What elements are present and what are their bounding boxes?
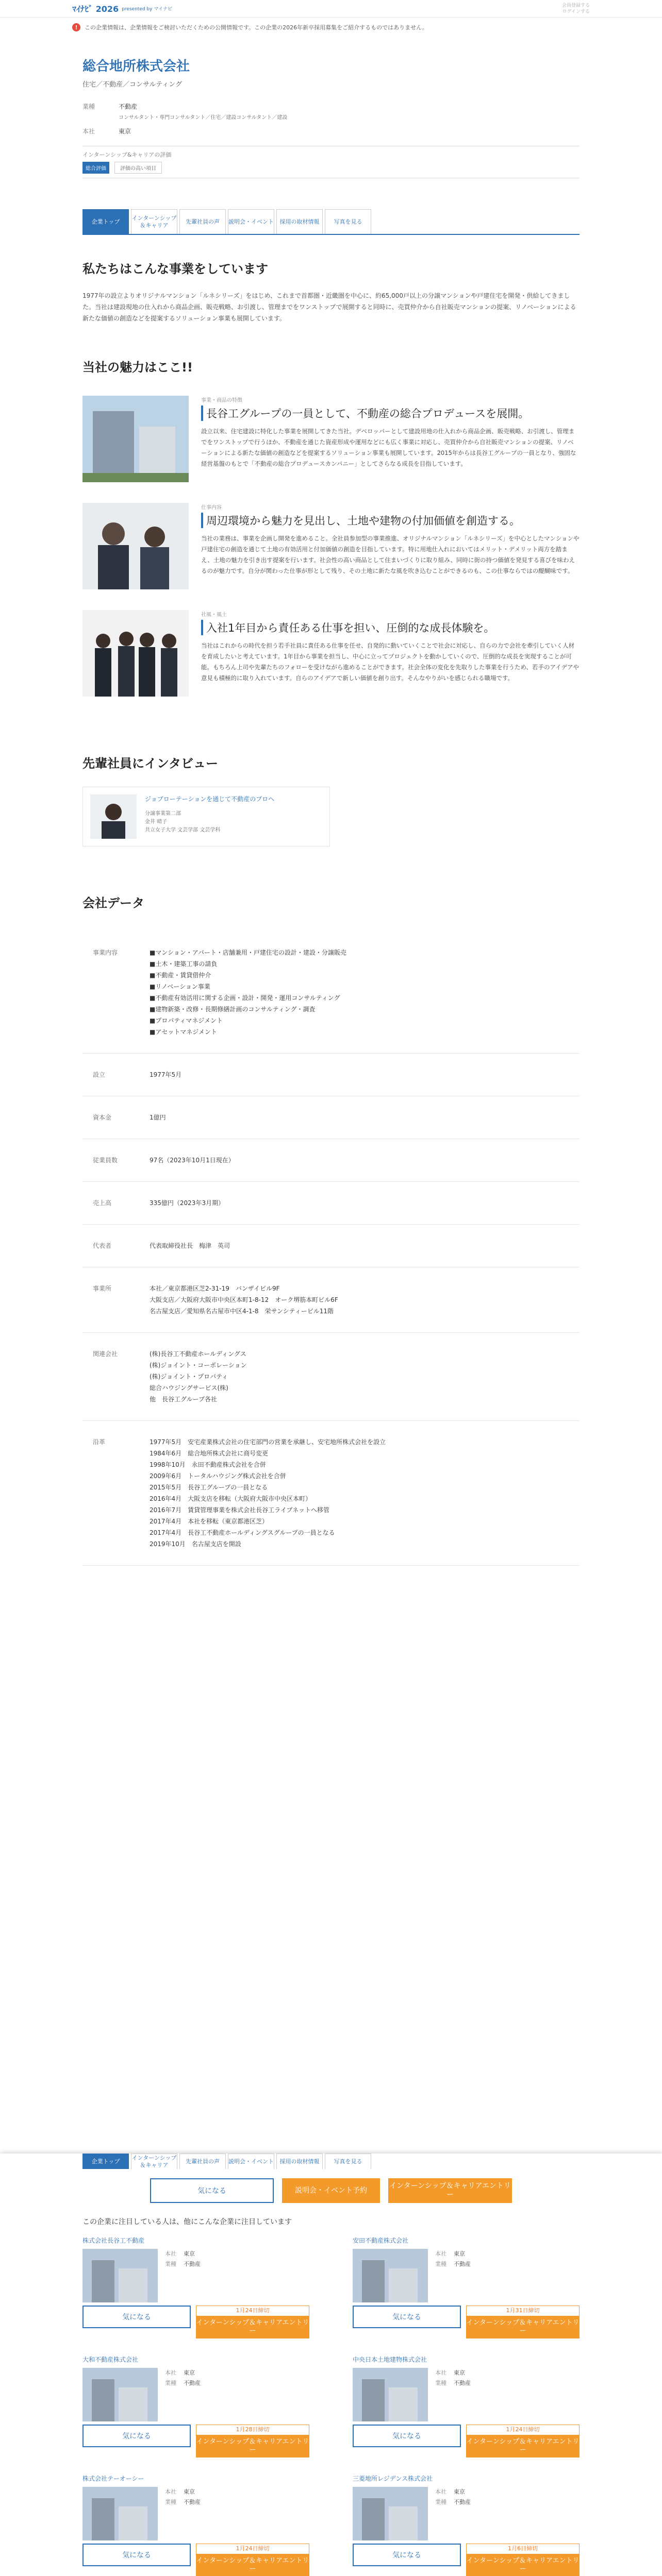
charm-category: 事業・商品の特徴 [201,398,242,403]
card-company-name[interactable]: 大和不動産株式会社 [82,2356,139,2363]
row-key: 沿革 [93,1438,106,1446]
card-ind-label: 業種 [165,2261,176,2267]
hq-label: 本社 [82,128,95,135]
row-value: 1977年5月 [150,1071,182,1078]
row-key: 代表者 [93,1242,112,1249]
charm-text: 当社はこれからの時代を担う若手社員に責任ある仕事を任せ、自発的に動いていくことで社会に対応し、自らの力で会社を牽引していく人材を育成したいと考えています。1年目から事業を担当し、中心に立ってプロジェクトを動かしていくので、圧倒的な成長を実現することが可能。もちろん上司や先輩たちのフォローを受けながら進めることができます。社会全体の変化を先取りした事業を行うため、若手のアイデアや意見も積極的に取り入れています。自らのアイデアで新しい価値を創り出す。そんなやりがいを感じられる職場です。 [201,642,580,682]
card-hq-label: 本社 [165,2369,176,2376]
card-ind: 不動産 [184,2261,201,2267]
recommend-title: この企業に注目している人は、他にこんな企業に注目しています [82,2218,292,2226]
top-links [562,3,590,15]
row-value: 335億円（2023年3月期） [150,1199,225,1207]
row-key: 関連会社 [93,1350,118,1358]
interview-title[interactable]: ジョブローテーションを通じて不動産のプロへ [145,795,275,803]
charm-title: 入社1年目から責任ある仕事を担い、圧倒的な成長体験を。 [201,620,580,635]
tab-internship[interactable]: インターンシップ＆キャリア [131,2154,177,2168]
tab-photos[interactable]: 写真を見る [325,2154,371,2169]
card-hq: 東京 [454,2250,465,2257]
staff-photo [82,610,189,697]
card-company-name[interactable]: 中央日本土地建物株式会社 [353,2356,427,2363]
card-entry-button[interactable]: インターンシップ＆キャリアエントリー [196,2316,309,2338]
evaluation-box [82,146,580,178]
tab-top[interactable]: 企業トップ [82,2154,129,2169]
card-ind-label: 業種 [165,2380,176,2386]
register-link[interactable]: 会員登録する [561,3,590,8]
eval-badge: 総合評価 [82,162,109,174]
company-photo [82,2368,158,2421]
charm-category: 社風・風土 [201,612,227,618]
row-key: 事業所 [93,1285,112,1292]
card-deadline: 1月24日締切 [196,2544,309,2554]
tab-photos[interactable]: 写真を見る [325,209,371,234]
recommend-card [82,2355,309,2458]
table-row [82,1054,580,1096]
card-like-button[interactable]: 気になる [353,2425,461,2447]
logo-sub: presented by マイナビ [122,7,173,12]
row-value: 本社／東京都港区芝2-31-19 バンザイビル9F 大阪支店／大阪府大阪市中央区本町1-8-12 オーク堺筋本町ビル6F 名古屋支店／愛知県名古屋市中区4-1-8 栄サンシティービル11階 [150,1285,338,1315]
mynavi-logo[interactable] [72,3,172,14]
recommend-card [82,2236,309,2338]
card-like-button[interactable]: 気になる [82,2306,191,2328]
card-ind: 不動産 [454,2380,471,2386]
corp-data-heading: 会社データ [82,896,144,910]
tab-events[interactable]: 説明会・イベント [228,2154,274,2169]
company-photo [82,2487,158,2540]
top-bar [0,0,662,18]
card-hq-label: 本社 [435,2369,446,2376]
event-reserve-button[interactable]: 説明会・イベント予約 [282,2178,380,2203]
card-deadline: 1月6日締切 [466,2544,580,2554]
tab-internship[interactable]: インターンシップ＆キャリア [131,209,177,234]
company-info [82,99,580,139]
charm-title: 周辺環境から魅力を見出し、土地や建物の付加価値を創造する。 [201,513,580,528]
tab-top[interactable]: 企業トップ [82,209,129,234]
table-row [82,1139,580,1182]
company-photo [353,2487,428,2540]
card-entry-button[interactable]: インターンシップ＆キャリアエントリー [196,2554,309,2576]
table-row [82,1267,580,1333]
card-like-button[interactable]: 気になる [353,2544,461,2566]
card-entry-button[interactable]: インターンシップ＆キャリアエントリー [466,2554,580,2576]
meeting-photo [82,503,189,589]
table-row [82,1182,580,1225]
card-ind-label: 業種 [435,2499,446,2505]
card-like-button[interactable]: 気になる [82,2425,191,2447]
charm-category: 仕事内容 [201,505,222,511]
row-value: (株)長谷工不動産ホールディングス (株)ジョイント・コーポレーション (株)ジョイント・プロパティ 総合ハウジングサービス(株) 他 長谷工グループ各社 [150,1350,247,1403]
interview-card[interactable] [82,787,330,846]
notice-text: この企業情報は、企業情報をご検討いただくための公開情報です。この企業の2026年新卒採用募集をご紹介するものではありません。 [85,24,428,31]
tab-voices[interactable]: 先輩社員の声 [179,2154,226,2169]
card-entry-button[interactable]: インターンシップ＆キャリアエントリー [466,2316,580,2338]
recommend-card [353,2474,580,2576]
company-tags: 住宅／不動産／コンサルティング [82,81,183,89]
card-entry-button[interactable]: インターンシップ＆キャリアエントリー [466,2435,580,2458]
card-hq: 東京 [454,2488,465,2495]
card-ind-label: 業種 [165,2499,176,2505]
card-ind-label: 業種 [435,2380,446,2386]
row-value: 代表取締役社長 梅津 英司 [150,1242,230,1249]
card-deadline: 1月24日締切 [196,2306,309,2316]
company-name: 総合地所株式会社 [82,59,190,74]
recommend-card [353,2236,580,2338]
row-value: 97名（2023年10月1日現在） [150,1157,235,1164]
sticky-footer-panel [0,2154,662,2576]
industry-sub: コンサルタント・専門コンサルタント／住宅／建設コンサルタント／建設 [119,115,288,121]
row-key: 設立 [93,1071,106,1078]
card-hq: 東京 [184,2488,195,2495]
interview-heading: 先輩社員にインタビュー [82,756,219,771]
interview-dept: 分譲事業第二部 [145,811,181,817]
charm-text: 設立以来、住宅建設に特化した事業を展開してきた当社。デベロッパーとして建設用地の仕入れから商品企画、販売戦略、お引渡し、管理までをワンストップで行うほか、不動産を通じた資産形成や運用などにも広く事業に対応し、売買仲介から自社販売マンションの提案、リノベーションによる新たな価値の創造などを提案するソリューション事業も展開しています。2015年からは長谷工グループの一員となり、強固な経営基盤のもとで「不動産の総合プロデュースカンパニー」としてさらなる成長を目指しています。 [201,428,576,467]
card-ind-label: 業種 [435,2261,446,2267]
card-company-name[interactable]: 株式会社テーオーシー [82,2475,144,2482]
table-row [82,1225,580,1267]
tab-recruit-info[interactable]: 採用の取材情報 [276,209,323,234]
charm-text: 当社の業務は、事業を企画し開発を進めること。全社員参加型の事業推進、オリジナルマンション「ルネシリーズ」を中心としたマンションや戸建住宅の創造を通じて土地の有効活用と付加価値の創造を目指しています。特に用地仕入れにおいてはメリット・デメリット両方を踏まえ、土地の魅力を引き出す提案を行います。社会性の高い商品として住まいづくりに取り組み、同時に街の持つ価値を発見する喜びを味わえるのが魅力です。自分が関わった仕事が形として残り、その土地に新たな風を吹き込むことができるのも、この仕事ならではの醍醐味です。 [201,535,580,574]
sticky-tabs [82,2154,580,2169]
logo-main: ﾏｲﾅﾋﾞ 2026 [72,4,119,14]
card-hq-label: 本社 [435,2250,446,2257]
tab-voices[interactable]: 先輩社員の声 [179,209,226,234]
employee-photo [90,794,137,839]
card-deadline: 1月28日締切 [196,2425,309,2435]
industry-main: 不動産 [119,103,138,110]
row-key: 従業員数 [93,1157,118,1164]
card-deadline: 1月31日締切 [466,2306,580,2316]
card-ind: 不動産 [184,2380,201,2386]
card-hq-label: 本社 [165,2488,176,2495]
charm-item [82,610,580,697]
tab-recruit-info[interactable]: 採用の取材情報 [276,2154,323,2169]
eval-title: インターンシップ&キャリアの評価 [82,151,172,158]
main-content [82,56,580,1566]
row-key: 資本金 [93,1114,112,1121]
card-ind: 不動産 [184,2499,201,2505]
card-deadline: 1月24日締切 [466,2425,580,2435]
like-button[interactable]: 気になる [150,2178,274,2203]
card-ind: 不動産 [454,2261,471,2267]
company-photo [82,2249,158,2302]
company-photo [353,2368,428,2421]
tab-events[interactable]: 説明会・イベント [228,209,274,234]
recommend-cards [82,2236,580,2576]
row-value: 1億円 [150,1114,166,1121]
industry-label: 業種 [82,103,95,110]
card-company-name[interactable]: 株式会社長谷工不動産 [82,2237,145,2244]
hq-row [82,124,580,139]
interview-name: 金井 晴子 [145,819,168,825]
card-company-name[interactable]: 安田不動産株式会社 [353,2237,409,2244]
recommend-card [82,2474,309,2576]
row-value: 1977年5月 安宅産業株式会社の住宅部門の営業を承継し、安宅地所株式会社を設立 1984年6月 総合地所株式会社に商号変更 1998年10月 永田不動産株式会社を合併 2009年6月 トータルハウジング株式会社を合併 2015年5月 長谷工グループの一員となる 2016年4月 大阪支店を移転（大阪府大阪市中央区本町） 2016年7月 賃貸管理事業を株式会社長谷工ライブネットへ移管 2017年4月 本社を移転（東京都港区芝） 2017年4月 長谷工不動産ホールディングスグループの一員となる 2019年10月 名古屋支店を開設 [150,1438,386,1548]
entry-button[interactable]: インターンシップ＆キャリアエントリー [388,2178,512,2203]
card-company-name[interactable]: 三菱地所レジデンス株式会社 [353,2475,433,2482]
card-hq: 東京 [454,2369,465,2376]
cta-row [0,2178,662,2203]
login-link[interactable]: ログインする [562,9,590,14]
about-text: 1977年の設立よりオリジナルマンション「ルネシリーズ」をはじめ、これまで首都圏・近畿圏を中心に、約65,000戸以上の分譲マンションや戸建住宅を開発・供給してきました。当社は建設現地の仕入れから商品企画、販売戦略、お引渡し、管理までをワンストップで展開すると同時に、売買仲介から自社販売マンションの提案、リノベーションによる新たな価値の創造などを提案するソリューション事業も展開しています。 [82,292,576,322]
card-ind: 不動産 [454,2499,471,2505]
recommend-card [353,2355,580,2458]
card-hq-label: 本社 [165,2250,176,2257]
notice-banner [72,18,590,37]
row-key: 売上高 [93,1199,112,1207]
row-key: 事業内容 [93,949,118,956]
company-photo [353,2249,428,2302]
hq-value: 東京 [119,128,131,135]
about-heading: 私たちはこんな事業をしています [82,262,268,276]
company-tabs [82,209,580,235]
corp-data-table [82,931,580,1566]
card-hq: 東京 [184,2250,195,2257]
card-like-button[interactable]: 気になる [82,2544,191,2566]
table-row [82,1333,580,1421]
table-row [82,931,580,1054]
interview-school: 共立女子大学 文芸学部 文芸学科 [145,827,221,833]
table-row [82,1096,580,1139]
table-row [82,1421,580,1566]
charm-item [82,396,580,482]
eval-link[interactable]: 評価の高い項目 [114,162,162,174]
card-entry-button[interactable]: インターンシップ＆キャリアエントリー [196,2435,309,2458]
charm-item [82,503,580,589]
building-photo [82,396,189,482]
card-hq: 東京 [184,2369,195,2376]
card-like-button[interactable]: 気になる [353,2306,461,2328]
charm-heading: 当社の魅力はここ!! [82,360,193,375]
charm-title: 長谷工グループの一員として、不動産の総合プロデュースを展開。 [201,405,580,421]
industry-row [82,99,580,124]
card-hq-label: 本社 [435,2488,446,2495]
alert-icon: ! [72,23,80,31]
row-value: ■マンション・アパート・店舗兼用・戸建住宅の設計・建設・分譲販売 ■土木・建築工事の請負 ■不動産・賃貸借仲介 ■リノベーション事業 ■不動産有効活用に関する企画・設計・開発・運用コンサルティング ■建物新築・改修・長期修繕計画のコンサルティング・調査 ■プロパティマネジメント ■アセットマネジメント [150,949,346,1036]
